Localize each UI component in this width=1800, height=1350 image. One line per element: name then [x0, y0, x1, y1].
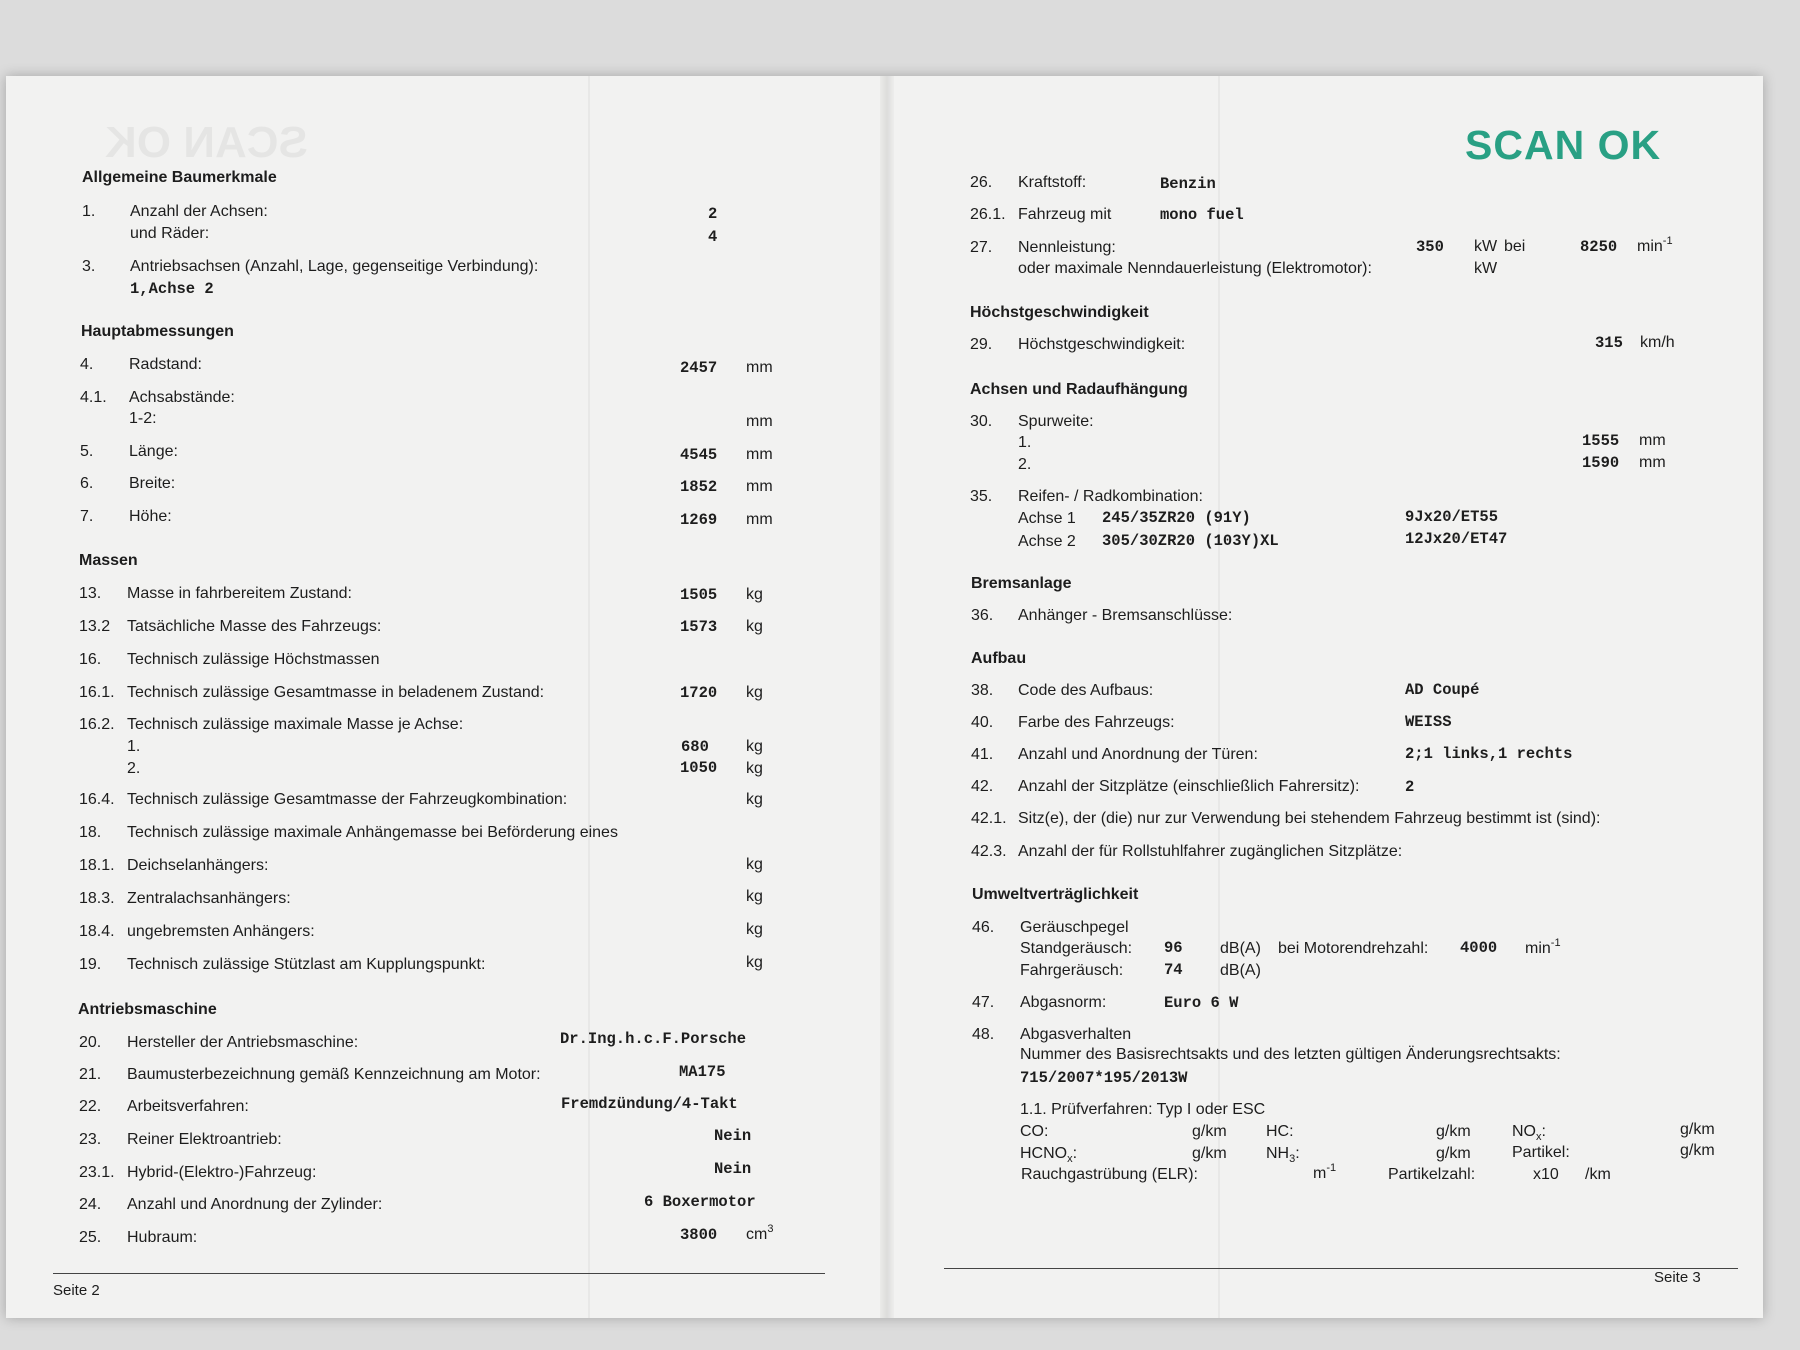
item-number: 19. — [79, 956, 102, 973]
emission-label-nox: $NO_x$: — [1512, 1123, 1546, 1143]
item-label: Technisch zulässige maximale Anhängemasse bei Beförderung eines — [127, 824, 618, 841]
item-label: Höhe: — [129, 508, 172, 525]
item-label: Nennleistung: — [1018, 239, 1116, 256]
item-label: Hubraum: — [127, 1229, 198, 1246]
item-value: 1555 — [1582, 432, 1620, 450]
item-value: 1590 — [1582, 454, 1620, 472]
item-value: 74 — [1164, 961, 1183, 979]
item-label: bei — [1504, 238, 1526, 255]
item-label: Code des Aufbaus: — [1018, 682, 1154, 699]
item-unit: $cm^3$ — [746, 1223, 774, 1243]
item-label: Geräuschpegel — [1020, 919, 1129, 936]
item-label: oder maximale Nenndauerleistung (Elektromotor): — [1018, 260, 1372, 277]
item-value: 4545 — [680, 446, 718, 464]
item-value: 8250 — [1580, 238, 1618, 256]
item-value: Dr.Ing.h.c.F.Porsche — [560, 1030, 747, 1048]
item-number: 1. — [82, 203, 96, 220]
item-number: 42.1. — [971, 810, 1007, 827]
item-number: 26. — [970, 174, 993, 191]
item-unit: mm — [746, 446, 773, 463]
item-number: 48. — [972, 1026, 995, 1043]
item-label: 2. — [1018, 456, 1032, 473]
item-value: 3800 — [680, 1226, 718, 1244]
emission-unit: x10 — [1533, 1166, 1559, 1183]
item-number: 5. — [80, 443, 94, 460]
section-heading: Bremsanlage — [971, 575, 1072, 592]
item-value: AD Coupé — [1405, 681, 1480, 699]
emission-unit: g/km — [1680, 1142, 1715, 1159]
emission-unit: $m^{-1}$ — [1313, 1162, 1337, 1182]
item-label: Technisch zulässige Stützlast am Kupplungspunkt: — [127, 956, 486, 973]
emission-unit: g/km — [1192, 1145, 1227, 1162]
item-value: 1505 — [680, 586, 718, 604]
item-number: 26.1. — [970, 206, 1006, 223]
item-number: 18. — [79, 824, 102, 841]
item-label: Breite: — [129, 475, 176, 492]
item-number: 38. — [971, 682, 994, 699]
item-number: 25. — [79, 1229, 102, 1246]
item-label: Nummer des Basisrechtsakts und des letzten gültigen Änderungsrechtsakts: — [1020, 1046, 1561, 1063]
section-heading: Hauptabmessungen — [81, 323, 234, 340]
item-value: 2 — [1405, 778, 1415, 796]
section-heading: Massen — [79, 552, 138, 569]
item-number: 36. — [971, 607, 994, 624]
section-heading: Höchstgeschwindigkeit — [970, 304, 1149, 321]
emission-label-co: CO: — [1020, 1123, 1049, 1140]
item-number: 22. — [79, 1098, 102, 1115]
item-label: 1.1. Prüfverfahren: Typ I oder ESC — [1020, 1101, 1266, 1118]
item-unit: kW — [1474, 238, 1498, 255]
item-unit: kg — [746, 791, 763, 808]
item-label: Technisch zulässige Gesamtmasse der Fahrzeugkombination: — [127, 791, 568, 808]
item-value: 315 — [1595, 334, 1623, 352]
item-label: Standgeräusch: — [1020, 940, 1133, 957]
item-value: 96 — [1164, 939, 1183, 957]
item-label: Anzahl der für Rollstuhlfahrer zugänglichen Sitzplätze: — [1018, 843, 1403, 860]
item-label: Spurweite: — [1018, 413, 1094, 430]
emission-label-particle-count: Partikelzahl: — [1388, 1166, 1476, 1183]
item-value: 2 — [708, 205, 718, 223]
emission-label-particles: Partikel: — [1512, 1144, 1570, 1161]
tire-size: 305/30ZR20 (103Y)XL — [1102, 532, 1279, 550]
item-value: 1,Achse 2 — [130, 280, 214, 298]
item-number: 18.4. — [79, 923, 115, 940]
item-label: Achse 1 — [1018, 510, 1076, 527]
item-number: 23.1. — [79, 1164, 115, 1181]
item-label: Sitz(e), der (die) nur zur Verwendung bei stehendem Fahrzeug bestimmt ist (sind): — [1018, 810, 1601, 827]
item-value: 2;1 links,1 rechts — [1405, 745, 1573, 763]
item-label: Deichselanhängers: — [127, 857, 269, 874]
item-unit: kg — [746, 738, 763, 755]
item-label: Reifen- / Radkombination: — [1018, 488, 1203, 505]
emission-unit: /km — [1585, 1166, 1611, 1183]
item-unit: kg — [746, 684, 763, 701]
item-label: Technisch zulässige maximale Masse je Achse: — [127, 716, 464, 733]
item-label: Anzahl der Sitzplätze (einschließlich Fahrersitz): — [1018, 778, 1360, 795]
item-label: ungebremsten Anhängers: — [127, 923, 315, 940]
item-number: 16.4. — [79, 791, 115, 808]
item-number: 4. — [80, 356, 94, 373]
item-label: 2. — [127, 760, 141, 777]
item-number: 3. — [82, 258, 96, 275]
item-unit: dB(A) — [1220, 962, 1261, 979]
item-unit: kg — [746, 954, 763, 971]
bleed-through-text: SCAN OK — [105, 118, 308, 167]
item-label: Radstand: — [129, 356, 202, 373]
item-label: Farbe des Fahrzeugs: — [1018, 714, 1175, 731]
item-label: Kraftstoff: — [1018, 174, 1087, 191]
item-unit: mm — [746, 478, 773, 495]
item-unit: $\min^{-1}$ — [1525, 937, 1561, 957]
item-number: 42. — [971, 778, 994, 795]
item-label: Fahrzeug mit — [1018, 206, 1112, 223]
item-unit: kg — [746, 618, 763, 635]
item-number: 6. — [80, 475, 94, 492]
item-label: Hersteller der Antriebsmaschine: — [127, 1034, 359, 1051]
item-number: 4.1. — [80, 389, 107, 406]
item-label: Achse 2 — [1018, 533, 1076, 550]
item-unit: kg — [746, 888, 763, 905]
scan-ok-stamp: SCAN OK — [1465, 122, 1662, 168]
item-value: 6 Boxermotor — [644, 1193, 756, 1211]
item-number: 47. — [972, 994, 995, 1011]
section-heading: Umweltverträglichkeit — [972, 886, 1139, 903]
item-label: Abgasverhalten — [1020, 1026, 1132, 1043]
item-value: 4000 — [1460, 939, 1498, 957]
item-label: Hybrid-(Elektro-)Fahrzeug: — [127, 1164, 317, 1181]
item-label: Fahrgeräusch: — [1020, 962, 1124, 979]
emission-label-smoke: Rauchgastrübung (ELR): — [1021, 1166, 1198, 1183]
item-label: bei Motorendrehzahl: — [1278, 940, 1429, 957]
item-number: 7. — [80, 508, 94, 525]
item-number: 21. — [79, 1066, 102, 1083]
item-number: 42.3. — [971, 843, 1007, 860]
page-number: Seite 2 — [53, 1282, 100, 1299]
item-unit: mm — [746, 511, 773, 528]
item-label: Abgasnorm: — [1020, 994, 1107, 1011]
item-number: 20. — [79, 1034, 102, 1051]
emission-unit: g/km — [1680, 1121, 1715, 1138]
item-number: 41. — [971, 746, 994, 763]
item-unit: kg — [746, 760, 763, 777]
item-unit: mm — [746, 413, 773, 430]
item-value: Fremdzündung/4-Takt — [561, 1095, 738, 1113]
item-label: Anzahl der Achsen: — [130, 203, 268, 220]
item-label: Achsabstände: — [129, 389, 235, 406]
emission-unit: g/km — [1192, 1123, 1227, 1140]
item-value: 680 — [681, 738, 709, 756]
item-label: 1. — [127, 738, 141, 755]
item-label: Höchstgeschwindigkeit: — [1018, 336, 1186, 353]
emission-unit: g/km — [1436, 1123, 1471, 1140]
item-value: WEISS — [1405, 713, 1452, 731]
item-label: und Räder: — [130, 225, 210, 242]
item-label: Anzahl und Anordnung der Zylinder: — [127, 1196, 383, 1213]
page-number: Seite 3 — [1654, 1269, 1701, 1286]
item-value: MA175 — [679, 1063, 726, 1081]
item-unit: dB(A) — [1220, 940, 1261, 957]
item-label: Tatsächliche Masse des Fahrzeugs: — [127, 618, 382, 635]
section-heading: Achsen und Radaufhängung — [970, 381, 1188, 398]
item-value: Euro 6 W — [1164, 994, 1239, 1012]
item-value: mono fuel — [1160, 206, 1244, 224]
wheel-size: 12Jx20/ET47 — [1405, 530, 1508, 548]
emission-label-nh3: $NH_3$: — [1266, 1145, 1300, 1165]
item-label: Reiner Elektroantrieb: — [127, 1131, 282, 1148]
tire-size: 245/35ZR20 (91Y) — [1102, 509, 1251, 527]
item-number: 35. — [970, 488, 993, 505]
item-number: 46. — [972, 919, 995, 936]
item-value: 715/2007*195/2013W — [1020, 1069, 1188, 1087]
item-unit: km/h — [1640, 334, 1675, 351]
section-heading: Aufbau — [971, 650, 1027, 667]
item-unit: kg — [746, 856, 763, 873]
item-label: Zentralachsanhängers: — [127, 890, 291, 907]
item-number: 16.2. — [79, 716, 115, 733]
item-label: Technisch zulässige Höchstmassen — [127, 651, 380, 668]
emission-label-hc: HC: — [1266, 1123, 1294, 1140]
item-value: Benzin — [1160, 175, 1216, 193]
item-label: Masse in fahrbereitem Zustand: — [127, 585, 352, 602]
item-number: 16.1. — [79, 684, 115, 701]
item-unit: kg — [746, 921, 763, 938]
section-heading: Allgemeine Baumerkmale — [82, 169, 277, 186]
section-heading: Antriebsmaschine — [78, 1001, 217, 1018]
item-unit: mm — [1639, 432, 1666, 449]
item-value: 2457 — [680, 359, 718, 377]
item-unit: mm — [1639, 454, 1666, 471]
footer-rule — [944, 1268, 1738, 1269]
item-unit: kg — [746, 586, 763, 603]
item-value: 1573 — [680, 618, 718, 636]
item-number: 24. — [79, 1196, 102, 1213]
emission-unit: g/km — [1436, 1145, 1471, 1162]
item-number: 13.2 — [79, 618, 111, 635]
item-number: 18.1. — [79, 857, 115, 874]
item-value: 4 — [708, 228, 718, 246]
item-value: 1269 — [680, 511, 718, 529]
item-value: 350 — [1416, 238, 1444, 256]
item-number: 27. — [970, 239, 993, 256]
item-label: 1. — [1018, 434, 1032, 451]
wheel-size: 9Jx20/ET55 — [1405, 508, 1499, 526]
item-number: 29. — [970, 336, 993, 353]
item-unit: mm — [746, 359, 773, 376]
item-label: Antriebsachsen (Anzahl, Lage, gegenseitige Verbindung): — [130, 258, 539, 275]
item-value: 1852 — [680, 478, 718, 496]
item-label: Arbeitsverfahren: — [127, 1098, 249, 1115]
item-label: Baumusterbezeichnung gemäß Kennzeichnung am Motor: — [127, 1066, 541, 1083]
item-value: Nein — [714, 1160, 752, 1178]
item-value: Nein — [714, 1127, 752, 1145]
item-unit: $\min^{-1}$ — [1637, 235, 1673, 255]
item-number: 40. — [971, 714, 994, 731]
item-unit: kW — [1474, 260, 1498, 277]
item-number: 30. — [970, 413, 993, 430]
item-label: Länge: — [129, 443, 178, 460]
item-label: Anhänger - Bremsanschlüsse: — [1018, 607, 1233, 624]
item-number: 18.3. — [79, 890, 115, 907]
item-value: 1720 — [680, 684, 718, 702]
item-value: 1050 — [680, 759, 718, 777]
item-label: 1-2: — [129, 410, 157, 427]
item-label: Technisch zulässige Gesamtmasse in beladenem Zustand: — [127, 684, 545, 701]
item-number: 13. — [79, 585, 102, 602]
item-number: 23. — [79, 1131, 102, 1148]
emission-label-hcnox: $HCNO_x$: — [1020, 1145, 1078, 1165]
item-number: 16. — [79, 651, 102, 668]
item-label: Anzahl und Anordnung der Türen: — [1018, 746, 1258, 763]
